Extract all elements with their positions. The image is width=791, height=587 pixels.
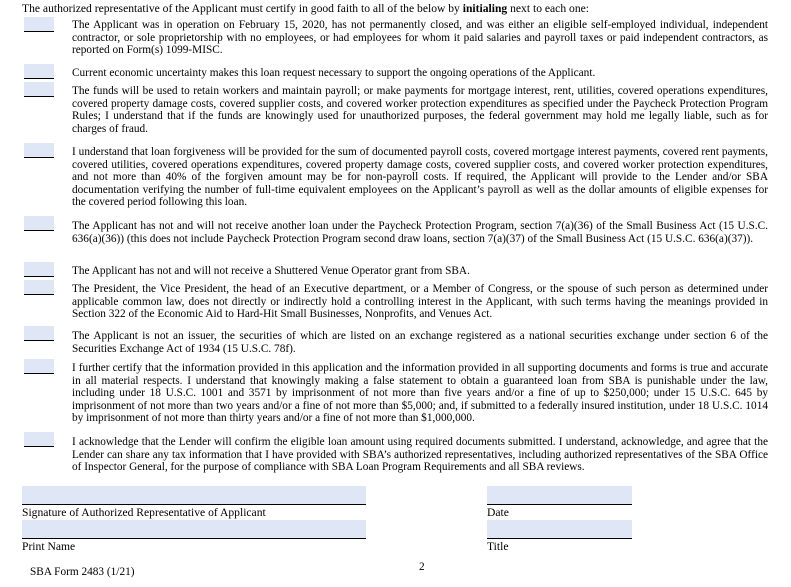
initial-field-10[interactable] [24,432,54,447]
certification-2: Current economic uncertainty makes this loan request necessary to support the ongoing operations of the Applicant. [72,67,596,79]
initial-field-4[interactable] [24,143,54,158]
certification-3: The funds will be used to retain workers and maintain payroll; or make payments for mortgage interest, rent, utilities, covered operations expenditures, covered property damage costs, covered supplier costs, and covered worker protection expenditures as specified under the Paycheck Protection Program Rules; I understand that if the funds are knowingly used for unauthorized purposes, the federal government may hold me legally liable, such as for charges of fraud. [72,85,768,135]
intro-text-end: next to each one: [507,2,589,15]
initial-field-3[interactable] [24,82,54,97]
page-number: 2 [419,561,425,573]
print-name-field[interactable] [22,520,366,538]
title-field[interactable] [487,520,632,538]
certification-6: The Applicant has not and will not receive a Shuttered Venue Operator grant from SBA. [72,265,470,277]
date-field[interactable] [487,486,632,504]
signature-label: Signature of Authorized Representative of Applicant [22,506,266,519]
certification-intro [22,2,782,15]
initial-field-6[interactable] [24,262,54,277]
certification-4: I understand that loan forgiveness will be provided for the sum of documented payroll costs, covered mortgage interest payments, covered rent payments, covered utilities, covered operations expenditures, covered property damage costs, covered supplier costs, and covered worker protection expenditures, and not more than 40% of the forgiven amount may be for non-payroll costs. If required, the Applicant will provide to the Lender and/or SBA documentation verifying the number of full-time equivalent employees on the Applicant’s payroll as well as the dollar amounts of eligible expenses for the covered period following this loan. [72,146,768,208]
initial-field-5[interactable] [24,216,54,231]
certification-10: I acknowledge that the Lender will confirm the eligible loan amount using required documents submitted. I understand, acknowledge, and agree that the Lender can share any tax information that I have provided with SBA’s authorized representatives, including authorized representatives of the SBA Office of Inspector General, for the purpose of compliance with SBA Loan Program Requirements and all SBA reviews. [72,436,768,473]
signature-line [22,504,366,505]
certification-1: The Applicant was in operation on February 15, 2020, has not permanently closed, and was either an eligible self-employed individual, independent contractor, or sole proprietorship with no employees, or had employees for whom it paid salaries and payroll taxes or paid independent contractors, as reported on Form(s) 1099-MISC. [72,19,768,56]
certification-8: The Applicant is not an issuer, the securities of which are listed on an exchange registered as a national securities exchange under section 6 of the Securities Exchange Act of 1934 (15 U.S.C. 78f). [72,330,768,355]
initial-field-1[interactable] [24,17,54,32]
form-id: SBA Form 2483 (1/21) [30,566,135,578]
initial-field-7[interactable] [24,280,54,295]
certification-9: I further certify that the information provided in this application and the information provided in all supporting documents and forms is true and accurate in all material respects. I understand that knowingly making a false statement to obtain a guaranteed loan from SBA is punishable under the law, including under 18 U.S.C. 1001 and 3571 by imprisonment of not more than five years and/or a fine of up to $250,000; under 15 U.S.C. 645 by imprisonment of not more than two years and/or a fine of not more than $5,000; and, if submitted to a federally insured institution, under 18 U.S.C. 1014 by imprisonment of not more than thirty years and/or a fine of not more than $1,000,000. [72,362,768,424]
signature-field[interactable] [22,486,366,504]
initial-field-8[interactable] [24,326,54,341]
initial-field-9[interactable] [24,359,54,374]
date-line [487,504,632,505]
intro-emphasis: initialing [462,2,508,15]
print-name-line [22,538,366,539]
intro-text: The authorized representative of the Applicant must certify in good faith to all of the below by [22,2,463,15]
print-name-label: Print Name [22,540,76,553]
initial-field-2[interactable] [24,64,54,79]
title-label: Title [487,540,509,553]
date-label: Date [487,506,509,519]
certification-7: The President, the Vice President, the head of an Executive department, or a Member of Congress, or the spouse of such person as determined under applicable common law, does not directly or indirectly hold a controlling interest in the Applicant, with such terms having the meanings provided in Section 322 of the Economic Aid to Hard-Hit Small Businesses, Nonprofits, and Venues Act. [72,283,768,320]
title-line [487,538,632,539]
certification-5: The Applicant has not and will not receive another loan under the Paycheck Protection Program, section 7(a)(36) of the Small Business Act (15 U.S.C. 636(a)(36)) (this does not include Paycheck Protection Program second draw loans, section 7(a)(37) of the Small Business Act (15 U.S.C. 636(a)(37)). [72,220,768,245]
